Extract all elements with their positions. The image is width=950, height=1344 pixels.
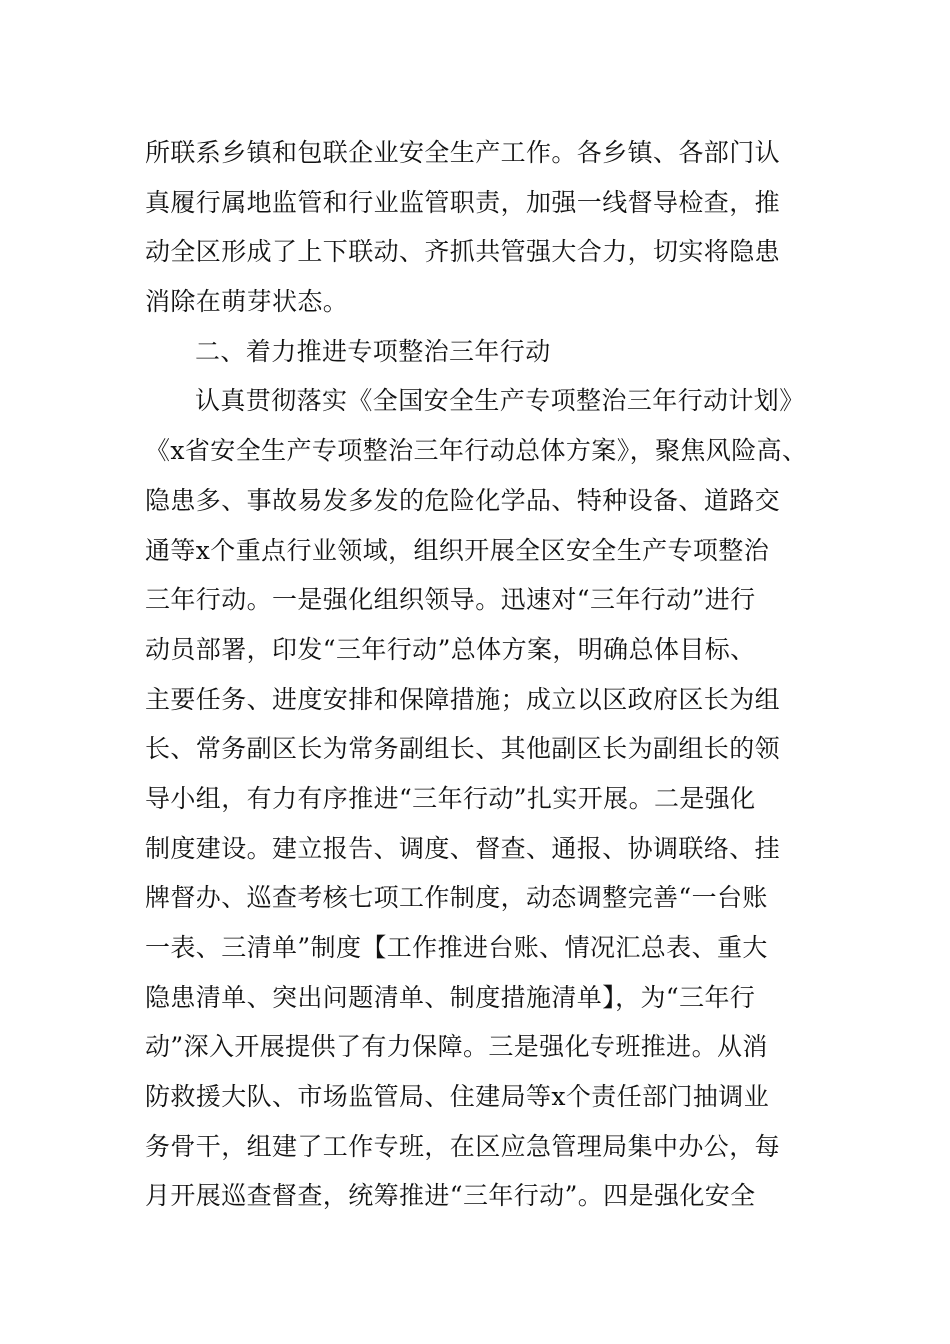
text-line: 动”深入开展提供了有力保障。三是强化专班推进。从消 xyxy=(145,1032,768,1062)
text-line: 制度建设。建立报告、调度、督查、通报、协调联络、挂 xyxy=(145,833,781,863)
section-heading: 二、着力推进专项整治三年行动 xyxy=(195,336,551,366)
text-line: 月开展巡查督查，统筹推进“三年行动”。四是强化安全 xyxy=(145,1181,756,1211)
text-line: 导小组，有力有序推进“三年行动”扎实开展。二是强化 xyxy=(145,783,756,813)
text-line: 真履行属地监管和行业监管职责，加强一线督导检查，推 xyxy=(145,187,781,217)
text-line: 长、常务副区长为常务副组长、其他副区长为副组长的领 xyxy=(145,734,781,764)
text-line: 隐患清单、突出问题清单、制度措施清单】，为“三年行 xyxy=(145,982,756,1012)
text-line: 认真贯彻落实《全国安全生产专项整治三年行动计划》 xyxy=(195,386,805,416)
text-line: 消除在萌芽状态。 xyxy=(145,287,349,317)
text-line: 动全区形成了上下联动、齐抓共管强大合力，切实将隐患 xyxy=(145,237,781,267)
text-line: 牌督办、巡查考核七项工作制度，动态调整完善“一台账 xyxy=(145,883,768,913)
document-body xyxy=(145,128,825,1221)
text-line: 隐患多、事故易发多发的危险化学品、特种设备、道路交 xyxy=(145,485,781,515)
text-line: 通等x个重点行业领域，组织开展全区安全生产专项整治 xyxy=(145,535,770,565)
text-line: 《x省安全生产专项整治三年行动总体方案》，聚焦风险高、 xyxy=(145,436,808,466)
text-line: 防救援大队、市场监管局、住建局等x个责任部门抽调业 xyxy=(145,1082,770,1112)
text-line: 一表、三清单”制度【工作推进台账、情况汇总表、重大 xyxy=(145,933,768,962)
text-line: 动员部署，印发“三年行动”总体方案，明确总体目标、 xyxy=(145,634,756,664)
text-line: 三年行动。一是强化组织领导。迅速对“三年行动”进行 xyxy=(145,585,756,615)
text-line: 主要任务、进度安排和保障措施；成立以区政府区长为组 xyxy=(145,684,781,714)
text-line: 务骨干，组建了工作专班，在区应急管理局集中办公，每 xyxy=(145,1131,781,1161)
text-line: 所联系乡镇和包联企业安全生产工作。各乡镇、各部门认 xyxy=(145,138,781,167)
